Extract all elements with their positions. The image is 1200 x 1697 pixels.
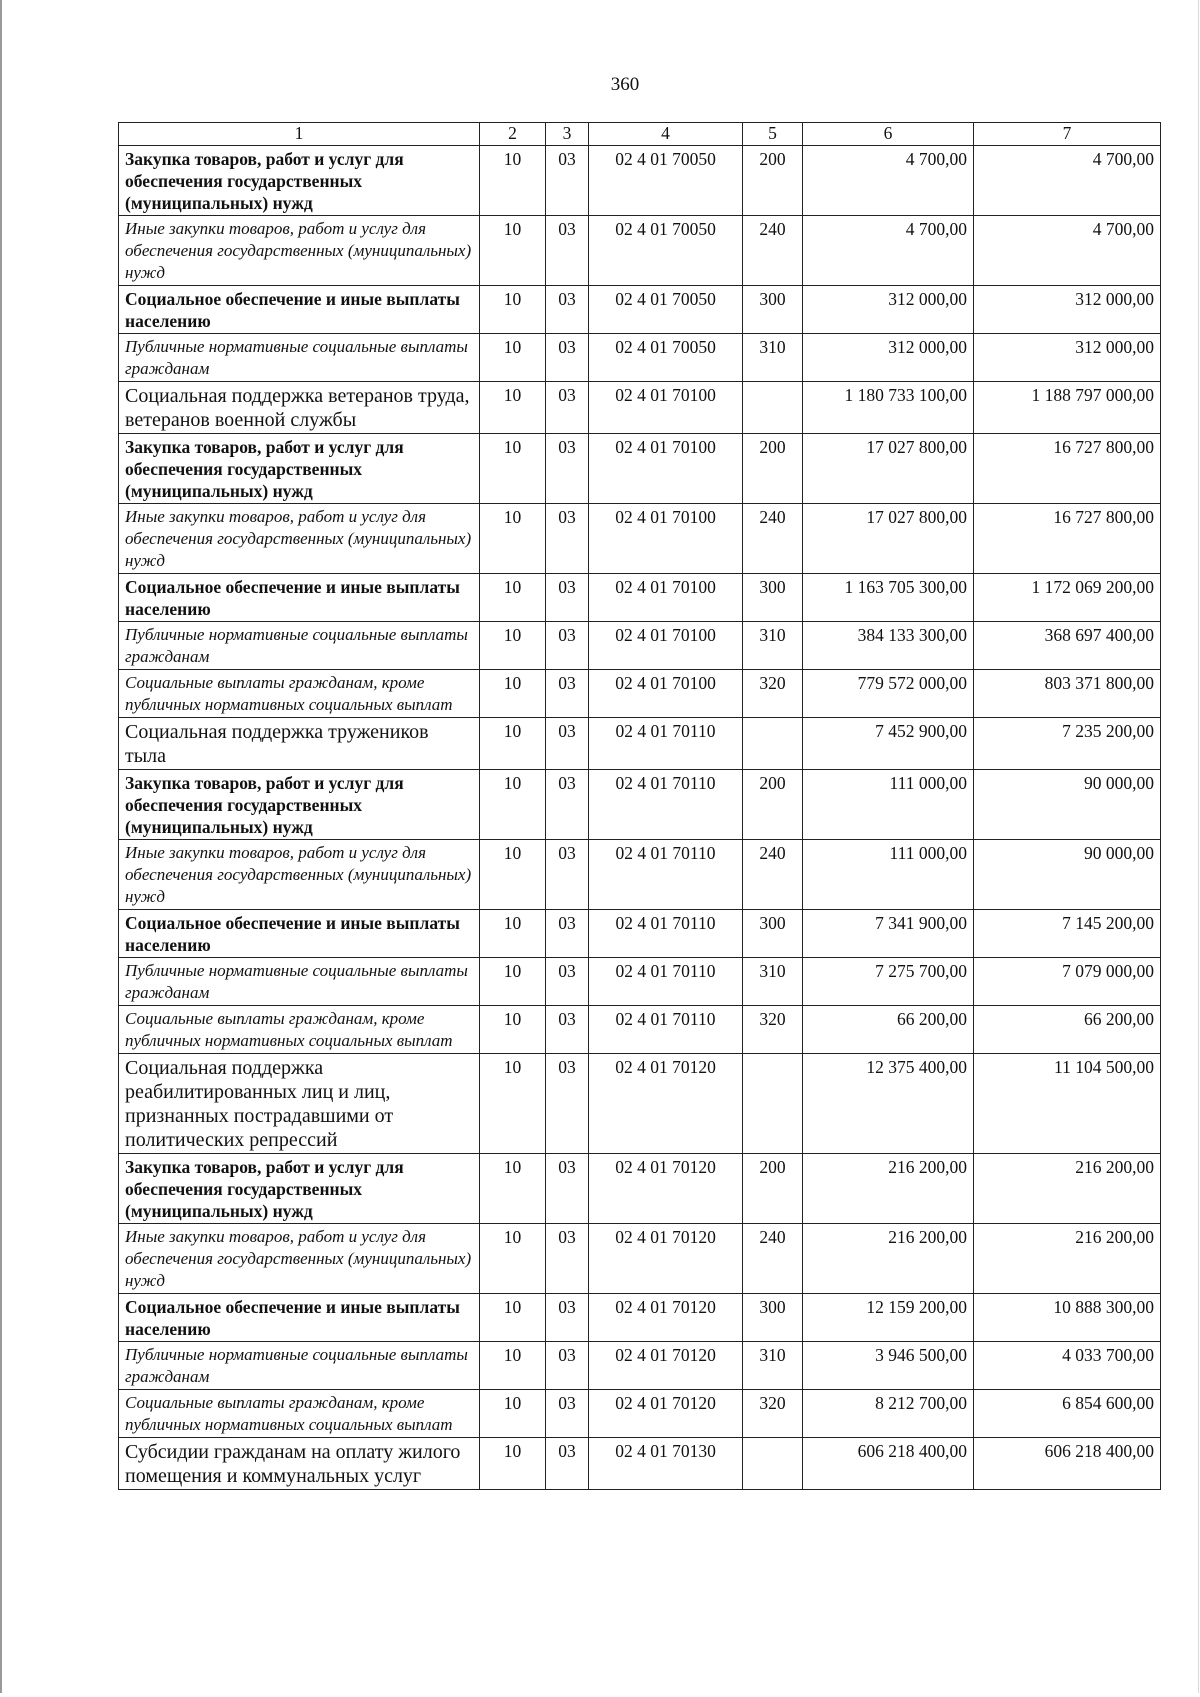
- target-code-cell: 02 4 01 70120: [589, 1054, 743, 1154]
- budget-table: [118, 122, 1161, 1490]
- expense-type-cell: 310: [743, 334, 803, 382]
- table-row: [119, 770, 1161, 840]
- row-name-cell: Публичные нормативные социальные выплаты гражданам: [119, 622, 480, 670]
- target-code-cell: 02 4 01 70050: [589, 216, 743, 286]
- section-code-cell: 10: [480, 1438, 546, 1490]
- row-name-cell: Социальное обеспечение и иные выплаты населению: [119, 286, 480, 334]
- amount-year2-cell: 216 200,00: [974, 1154, 1161, 1224]
- amount-year1-cell: 779 572 000,00: [803, 670, 974, 718]
- target-code-cell: 02 4 01 70100: [589, 504, 743, 574]
- section-code-cell: 10: [480, 334, 546, 382]
- amount-year1-cell: 1 163 705 300,00: [803, 574, 974, 622]
- row-name-cell: Закупка товаров, работ и услуг для обеспечения государственных (муниципальных) нужд: [119, 146, 480, 216]
- expense-type-cell: 240: [743, 216, 803, 286]
- expense-type-cell: [743, 718, 803, 770]
- header-cell-5: 5: [743, 123, 803, 146]
- row-name-cell: Социальные выплаты гражданам, кроме публичных нормативных социальных выплат: [119, 1390, 480, 1438]
- amount-year2-cell: 1 172 069 200,00: [974, 574, 1161, 622]
- amount-year1-cell: 7 275 700,00: [803, 958, 974, 1006]
- target-code-cell: 02 4 01 70110: [589, 958, 743, 1006]
- section-code-cell: 10: [480, 1054, 546, 1154]
- amount-year2-cell: 312 000,00: [974, 286, 1161, 334]
- amount-year2-cell: 16 727 800,00: [974, 434, 1161, 504]
- expense-type-cell: 200: [743, 770, 803, 840]
- row-name-cell: Социальное обеспечение и иные выплаты населению: [119, 910, 480, 958]
- table-row: [119, 958, 1161, 1006]
- amount-year2-cell: 4 700,00: [974, 146, 1161, 216]
- expense-type-cell: 300: [743, 1294, 803, 1342]
- row-name-cell: Социальная поддержка реабилитированных лиц и лиц, признанных пострадавшими от политических репрессий: [119, 1054, 480, 1154]
- table-row: [119, 622, 1161, 670]
- section-code-cell: 10: [480, 1390, 546, 1438]
- table-row: [119, 1006, 1161, 1054]
- target-code-cell: 02 4 01 70120: [589, 1224, 743, 1294]
- header-cell-3: 3: [546, 123, 589, 146]
- row-name-cell: Закупка товаров, работ и услуг для обеспечения государственных (муниципальных) нужд: [119, 770, 480, 840]
- table-row: [119, 1054, 1161, 1154]
- amount-year1-cell: 111 000,00: [803, 770, 974, 840]
- table-row: [119, 1438, 1161, 1490]
- amount-year1-cell: 312 000,00: [803, 286, 974, 334]
- table-row: [119, 670, 1161, 718]
- header-cell-1: 1: [119, 123, 480, 146]
- subsection-code-cell: 03: [546, 574, 589, 622]
- subsection-code-cell: 03: [546, 1224, 589, 1294]
- section-code-cell: 10: [480, 1224, 546, 1294]
- amount-year1-cell: 1 180 733 100,00: [803, 382, 974, 434]
- subsection-code-cell: 03: [546, 1438, 589, 1490]
- section-code-cell: 10: [480, 216, 546, 286]
- table-row: [119, 1390, 1161, 1438]
- table-row: [119, 718, 1161, 770]
- expense-type-cell: 240: [743, 840, 803, 910]
- amount-year1-cell: 216 200,00: [803, 1154, 974, 1224]
- amount-year2-cell: 10 888 300,00: [974, 1294, 1161, 1342]
- header-cell-7: 7: [974, 123, 1161, 146]
- section-code-cell: 10: [480, 1154, 546, 1224]
- header-cell-2: 2: [480, 123, 546, 146]
- section-code-cell: 10: [480, 1294, 546, 1342]
- amount-year2-cell: 7 235 200,00: [974, 718, 1161, 770]
- subsection-code-cell: 03: [546, 718, 589, 770]
- subsection-code-cell: 03: [546, 334, 589, 382]
- subsection-code-cell: 03: [546, 1390, 589, 1438]
- row-name-cell: Социальная поддержка тружеников тыла: [119, 718, 480, 770]
- section-code-cell: 10: [480, 840, 546, 910]
- amount-year1-cell: 384 133 300,00: [803, 622, 974, 670]
- amount-year1-cell: 606 218 400,00: [803, 1438, 974, 1490]
- amount-year2-cell: 7 145 200,00: [974, 910, 1161, 958]
- section-code-cell: 10: [480, 770, 546, 840]
- expense-type-cell: 320: [743, 1390, 803, 1438]
- amount-year2-cell: 66 200,00: [974, 1006, 1161, 1054]
- row-name-cell: Иные закупки товаров, работ и услуг для обеспечения государственных (муниципальных) нужд: [119, 504, 480, 574]
- amount-year2-cell: 16 727 800,00: [974, 504, 1161, 574]
- subsection-code-cell: 03: [546, 770, 589, 840]
- section-code-cell: 10: [480, 286, 546, 334]
- row-name-cell: Субсидии гражданам на оплату жилого помещения и коммунальных услуг: [119, 1438, 480, 1490]
- row-name-cell: Социальное обеспечение и иные выплаты населению: [119, 1294, 480, 1342]
- header-cell-4: 4: [589, 123, 743, 146]
- row-name-cell: Закупка товаров, работ и услуг для обеспечения государственных (муниципальных) нужд: [119, 434, 480, 504]
- row-name-cell: Публичные нормативные социальные выплаты гражданам: [119, 958, 480, 1006]
- amount-year2-cell: 4 033 700,00: [974, 1342, 1161, 1390]
- target-code-cell: 02 4 01 70100: [589, 434, 743, 504]
- target-code-cell: 02 4 01 70110: [589, 1006, 743, 1054]
- expense-type-cell: 300: [743, 910, 803, 958]
- amount-year1-cell: 4 700,00: [803, 146, 974, 216]
- amount-year1-cell: 4 700,00: [803, 216, 974, 286]
- target-code-cell: 02 4 01 70050: [589, 146, 743, 216]
- expense-type-cell: 200: [743, 146, 803, 216]
- row-name-cell: Публичные нормативные социальные выплаты гражданам: [119, 1342, 480, 1390]
- row-name-cell: Социальное обеспечение и иные выплаты населению: [119, 574, 480, 622]
- amount-year1-cell: 7 341 900,00: [803, 910, 974, 958]
- header-cell-6: 6: [803, 123, 974, 146]
- table-row: [119, 1224, 1161, 1294]
- subsection-code-cell: 03: [546, 910, 589, 958]
- table-row: [119, 434, 1161, 504]
- header-row: [119, 123, 1161, 146]
- expense-type-cell: 320: [743, 670, 803, 718]
- row-name-cell: Иные закупки товаров, работ и услуг для обеспечения государственных (муниципальных) нужд: [119, 1224, 480, 1294]
- amount-year2-cell: 1 188 797 000,00: [974, 382, 1161, 434]
- target-code-cell: 02 4 01 70110: [589, 910, 743, 958]
- target-code-cell: 02 4 01 70120: [589, 1294, 743, 1342]
- table-row: [119, 910, 1161, 958]
- amount-year2-cell: 6 854 600,00: [974, 1390, 1161, 1438]
- expense-type-cell: [743, 1054, 803, 1154]
- section-code-cell: 10: [480, 434, 546, 504]
- subsection-code-cell: 03: [546, 382, 589, 434]
- section-code-cell: 10: [480, 670, 546, 718]
- subsection-code-cell: 03: [546, 1342, 589, 1390]
- subsection-code-cell: 03: [546, 840, 589, 910]
- section-code-cell: 10: [480, 1006, 546, 1054]
- amount-year2-cell: 7 079 000,00: [974, 958, 1161, 1006]
- amount-year1-cell: 66 200,00: [803, 1006, 974, 1054]
- amount-year1-cell: 3 946 500,00: [803, 1342, 974, 1390]
- subsection-code-cell: 03: [546, 1054, 589, 1154]
- amount-year1-cell: 17 027 800,00: [803, 434, 974, 504]
- amount-year1-cell: 12 375 400,00: [803, 1054, 974, 1154]
- amount-year1-cell: 111 000,00: [803, 840, 974, 910]
- expense-type-cell: 200: [743, 434, 803, 504]
- target-code-cell: 02 4 01 70120: [589, 1154, 743, 1224]
- amount-year2-cell: 606 218 400,00: [974, 1438, 1161, 1490]
- row-name-cell: Социальные выплаты гражданам, кроме публичных нормативных социальных выплат: [119, 670, 480, 718]
- table-row: [119, 574, 1161, 622]
- page-number: 360: [610, 74, 640, 95]
- subsection-code-cell: 03: [546, 670, 589, 718]
- subsection-code-cell: 03: [546, 434, 589, 504]
- section-code-cell: 10: [480, 718, 546, 770]
- row-name-cell: Социальная поддержка ветеранов труда, ветеранов военной службы: [119, 382, 480, 434]
- target-code-cell: 02 4 01 70120: [589, 1342, 743, 1390]
- target-code-cell: 02 4 01 70050: [589, 334, 743, 382]
- amount-year2-cell: 216 200,00: [974, 1224, 1161, 1294]
- table-row: [119, 1342, 1161, 1390]
- amount-year1-cell: 8 212 700,00: [803, 1390, 974, 1438]
- target-code-cell: 02 4 01 70100: [589, 574, 743, 622]
- target-code-cell: 02 4 01 70100: [589, 622, 743, 670]
- expense-type-cell: 310: [743, 1342, 803, 1390]
- section-code-cell: 10: [480, 958, 546, 1006]
- section-code-cell: 10: [480, 1342, 546, 1390]
- subsection-code-cell: 03: [546, 286, 589, 334]
- table-row: [119, 286, 1161, 334]
- section-code-cell: 10: [480, 146, 546, 216]
- amount-year2-cell: 90 000,00: [974, 770, 1161, 840]
- section-code-cell: 10: [480, 574, 546, 622]
- amount-year2-cell: 4 700,00: [974, 216, 1161, 286]
- table-row: [119, 1294, 1161, 1342]
- amount-year2-cell: 90 000,00: [974, 840, 1161, 910]
- target-code-cell: 02 4 01 70100: [589, 382, 743, 434]
- row-name-cell: Закупка товаров, работ и услуг для обеспечения государственных (муниципальных) нужд: [119, 1154, 480, 1224]
- amount-year2-cell: 803 371 800,00: [974, 670, 1161, 718]
- row-name-cell: Иные закупки товаров, работ и услуг для обеспечения государственных (муниципальных) нужд: [119, 216, 480, 286]
- expense-type-cell: 300: [743, 286, 803, 334]
- section-code-cell: 10: [480, 622, 546, 670]
- row-name-cell: Социальные выплаты гражданам, кроме публичных нормативных социальных выплат: [119, 1006, 480, 1054]
- subsection-code-cell: 03: [546, 622, 589, 670]
- target-code-cell: 02 4 01 70110: [589, 770, 743, 840]
- amount-year1-cell: 7 452 900,00: [803, 718, 974, 770]
- amount-year1-cell: 17 027 800,00: [803, 504, 974, 574]
- expense-type-cell: [743, 382, 803, 434]
- target-code-cell: 02 4 01 70050: [589, 286, 743, 334]
- row-name-cell: Публичные нормативные социальные выплаты гражданам: [119, 334, 480, 382]
- table-body: [119, 146, 1161, 1490]
- target-code-cell: 02 4 01 70110: [589, 718, 743, 770]
- subsection-code-cell: 03: [546, 504, 589, 574]
- table-row: [119, 334, 1161, 382]
- subsection-code-cell: 03: [546, 1294, 589, 1342]
- target-code-cell: 02 4 01 70120: [589, 1390, 743, 1438]
- section-code-cell: 10: [480, 910, 546, 958]
- expense-type-cell: 310: [743, 958, 803, 1006]
- expense-type-cell: 320: [743, 1006, 803, 1054]
- subsection-code-cell: 03: [546, 1154, 589, 1224]
- amount-year1-cell: 12 159 200,00: [803, 1294, 974, 1342]
- row-name-cell: Иные закупки товаров, работ и услуг для обеспечения государственных (муниципальных) нужд: [119, 840, 480, 910]
- target-code-cell: 02 4 01 70130: [589, 1438, 743, 1490]
- subsection-code-cell: 03: [546, 1006, 589, 1054]
- subsection-code-cell: 03: [546, 216, 589, 286]
- subsection-code-cell: 03: [546, 146, 589, 216]
- subsection-code-cell: 03: [546, 958, 589, 1006]
- amount-year2-cell: 11 104 500,00: [974, 1054, 1161, 1154]
- table-row: [119, 1154, 1161, 1224]
- expense-type-cell: 240: [743, 1224, 803, 1294]
- expense-type-cell: [743, 1438, 803, 1490]
- target-code-cell: 02 4 01 70110: [589, 840, 743, 910]
- target-code-cell: 02 4 01 70100: [589, 670, 743, 718]
- amount-year1-cell: 216 200,00: [803, 1224, 974, 1294]
- expense-type-cell: 300: [743, 574, 803, 622]
- section-code-cell: 10: [480, 504, 546, 574]
- table-row: [119, 382, 1161, 434]
- table-row: [119, 146, 1161, 216]
- expense-type-cell: 200: [743, 1154, 803, 1224]
- table-row: [119, 840, 1161, 910]
- expense-type-cell: 240: [743, 504, 803, 574]
- amount-year2-cell: 312 000,00: [974, 334, 1161, 382]
- table-row: [119, 504, 1161, 574]
- section-code-cell: 10: [480, 382, 546, 434]
- amount-year1-cell: 312 000,00: [803, 334, 974, 382]
- expense-type-cell: 310: [743, 622, 803, 670]
- table-row: [119, 216, 1161, 286]
- amount-year2-cell: 368 697 400,00: [974, 622, 1161, 670]
